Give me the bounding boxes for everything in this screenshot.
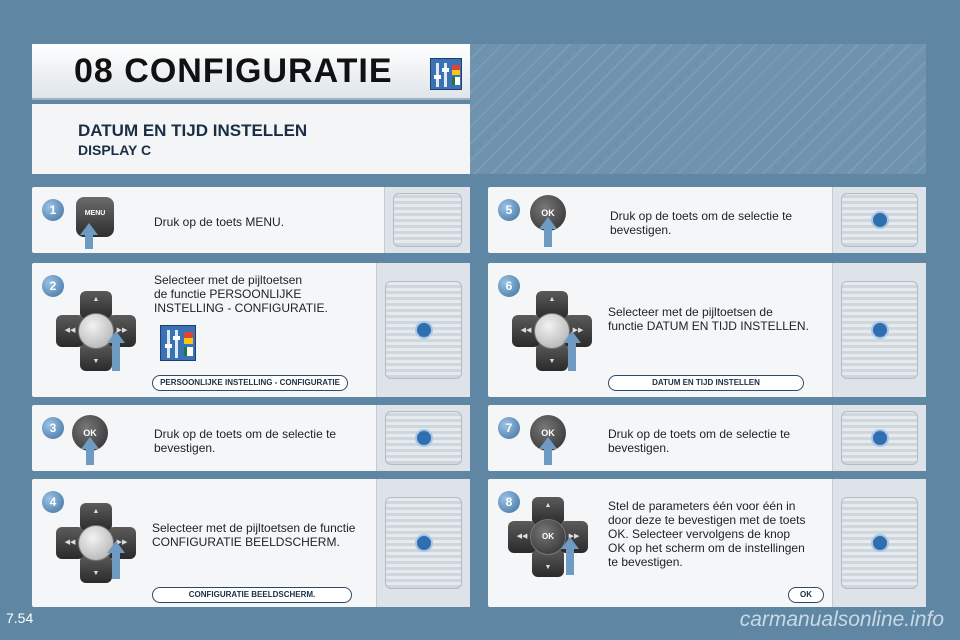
step-text: Druk op de toets om de selectie te bevestigen. <box>154 427 337 455</box>
pointer-arrow-icon <box>539 217 557 229</box>
pointer-arrow-icon <box>85 233 93 249</box>
section-title: DATUM EN TIJD INSTELLEN <box>78 121 308 140</box>
pointer-arrow-icon <box>544 447 552 465</box>
menu-button-icon: MENU <box>76 197 114 237</box>
step-card-8 <box>488 479 926 607</box>
menu-option-pill: PERSOONLIJKE INSTELLING - CONFIGURATIE <box>152 375 348 391</box>
step-text: Selecteer met de pijltoetsen de functie CONFIGURATIE BEELDSCHERM. <box>152 521 356 549</box>
step-text: Druk op de toets MENU. <box>154 215 285 229</box>
pointer-arrow-icon <box>539 437 557 449</box>
ok-button-icon: OK <box>530 415 566 451</box>
subtitle-band <box>32 104 470 174</box>
menu-option-pill: DATUM EN TIJD INSTELLEN <box>608 375 804 391</box>
radio-panel-image <box>832 187 926 253</box>
ok-button-icon: OK <box>530 195 566 231</box>
section-subtitle: DISPLAY C <box>78 142 152 158</box>
step-card-5 <box>488 187 926 253</box>
radio-panel-image <box>832 479 926 607</box>
pointer-arrow-icon <box>107 331 125 343</box>
header <box>32 44 470 174</box>
navigation-pad-icon: ▲ ▼ ◀◀ ▶▶ OK <box>508 497 588 577</box>
title-band <box>32 44 470 100</box>
ok-button-icon: OK <box>72 415 108 451</box>
radio-panel-image <box>376 263 470 397</box>
ok-screen-button-pill: OK <box>788 587 824 603</box>
radio-panel-image <box>832 405 926 471</box>
radio-panel-image <box>376 479 470 607</box>
step-card-6 <box>488 263 926 397</box>
page-title: 08 CONFIGURATIE <box>74 52 393 90</box>
pointer-arrow-icon <box>563 331 581 343</box>
step-number-icon: 3 <box>42 417 64 439</box>
pointer-arrow-icon <box>81 437 99 449</box>
pointer-arrow-icon <box>80 223 98 235</box>
step-card-1 <box>32 187 470 253</box>
step-text: Selecteer met de pijltoetsen de functie PERSOONLIJKE INSTELLING - CONFIGURATIE. <box>154 273 328 315</box>
pointer-arrow-icon <box>86 447 94 465</box>
pointer-arrow-icon <box>112 553 120 579</box>
step-number-icon: 7 <box>498 417 520 439</box>
pointer-arrow-icon <box>566 549 574 575</box>
radio-panel-image <box>376 405 470 471</box>
pointer-arrow-icon <box>112 343 120 371</box>
navigation-pad-icon: ▲ ▼ ◀◀ ▶▶ <box>56 503 136 583</box>
step-number-icon: 2 <box>42 275 64 297</box>
settings-sliders-icon <box>160 325 196 361</box>
pointer-arrow-icon <box>544 227 552 247</box>
header-hatch-decoration <box>470 44 926 174</box>
navigation-pad-icon: ▲ ▼ ◀◀ ▶▶ <box>56 291 136 371</box>
step-text: Druk op de toets om de selectie te bevestigen. <box>608 427 791 455</box>
step-text: Druk op de toets om de selectie te bevestigen. <box>610 209 793 237</box>
step-text: Stel de parameters één voor één in door deze te bevestigen met de toets OK. Selecteer vervolgens de knop OK op het scherm om de instellingen te bevestigen. <box>608 499 806 569</box>
page-number: 7.54 <box>6 610 34 626</box>
step-number-icon: 5 <box>498 199 520 221</box>
step-card-7 <box>488 405 926 471</box>
radio-panel-image <box>832 263 926 397</box>
pointer-arrow-icon <box>107 541 125 553</box>
step-card-2 <box>32 263 470 397</box>
step-number-icon: 6 <box>498 275 520 297</box>
step-number-icon: 4 <box>42 491 64 513</box>
step-text: Selecteer met de pijltoetsen de functie DATUM EN TIJD INSTELLEN. <box>608 305 809 333</box>
settings-sliders-icon <box>430 58 462 90</box>
step-card-4 <box>32 479 470 607</box>
step-card-3 <box>32 405 470 471</box>
navigation-pad-icon: ▲ ▼ ◀◀ ▶▶ <box>512 291 592 371</box>
step-number-icon: 1 <box>42 199 64 221</box>
step-number-icon: 8 <box>498 491 520 513</box>
pointer-arrow-icon <box>561 537 579 549</box>
menu-option-pill: CONFIGURATIE BEELDSCHERM. <box>152 587 352 603</box>
radio-panel-image <box>384 187 470 253</box>
pointer-arrow-icon <box>568 343 576 371</box>
watermark: carmanualsonline.info <box>739 608 944 631</box>
